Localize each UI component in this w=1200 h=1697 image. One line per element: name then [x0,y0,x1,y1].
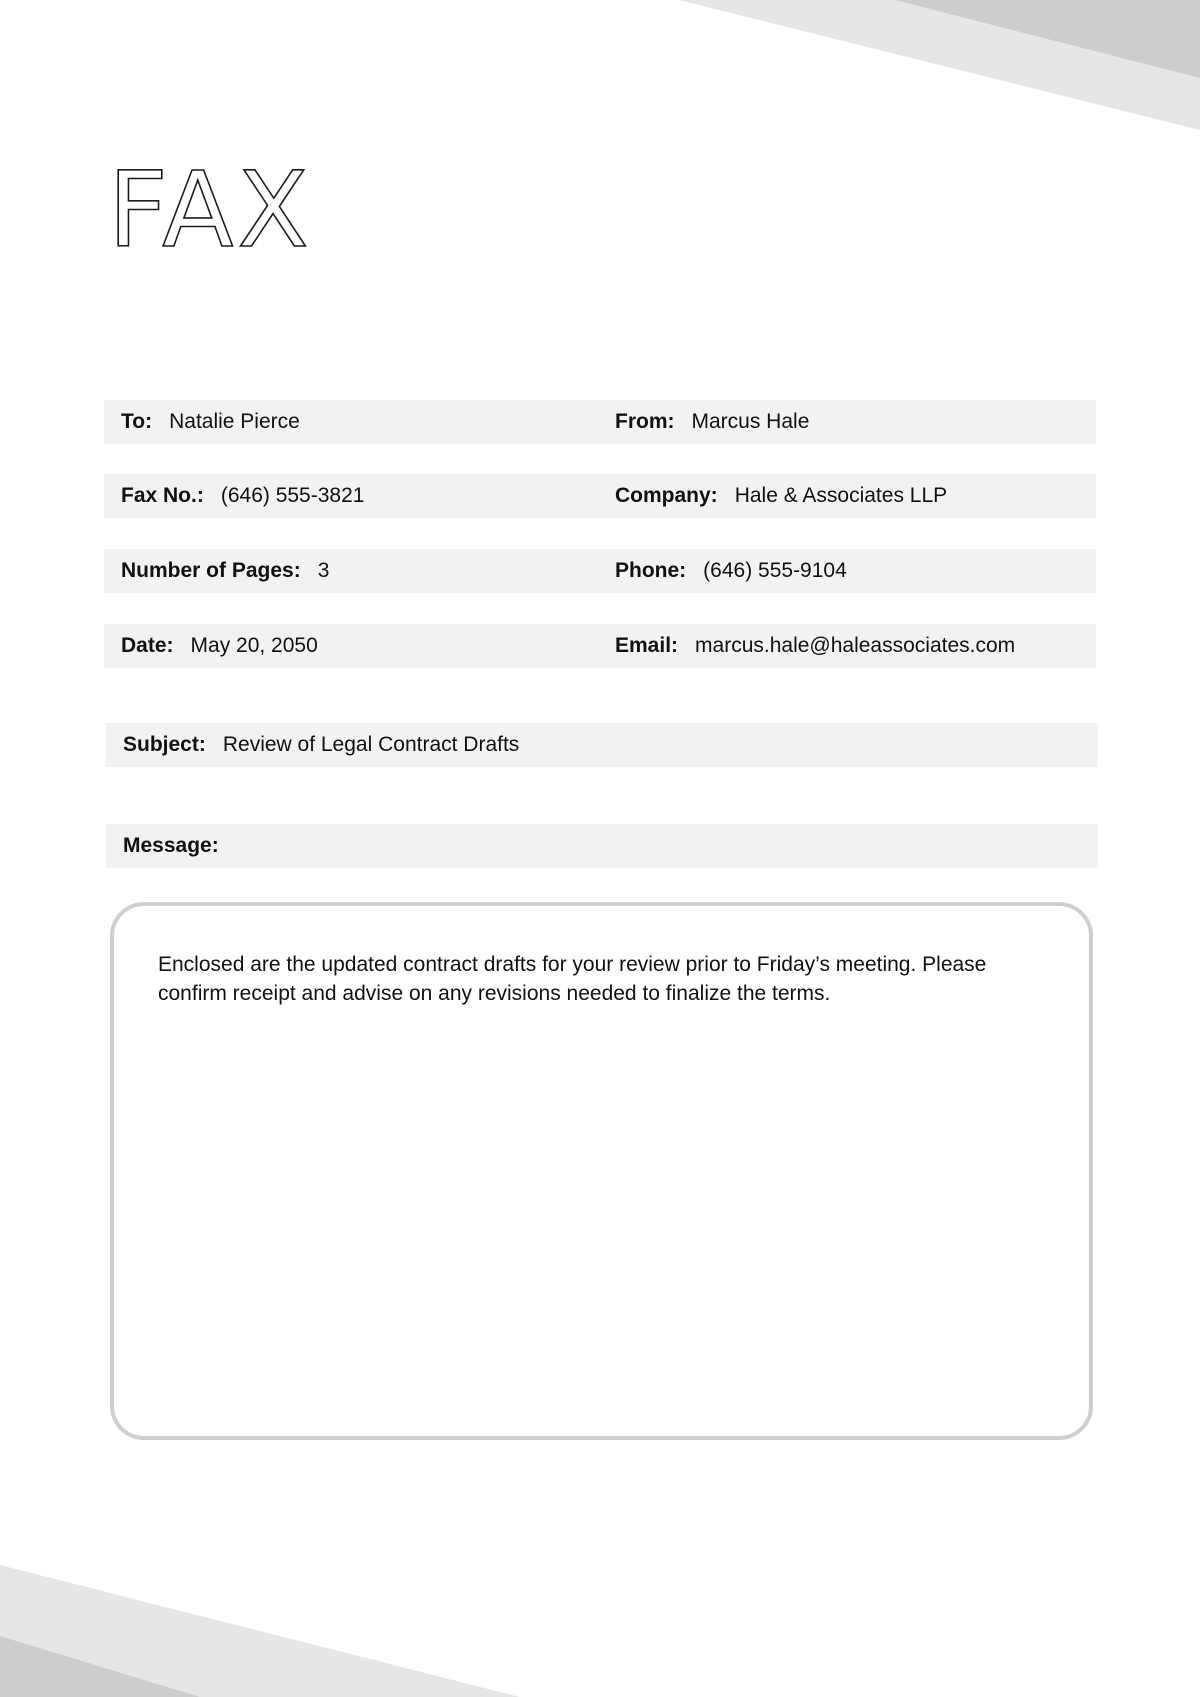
number-of-pages-label: Number of Pages: [121,559,301,582]
date-value: May 20, 2050 [190,634,318,657]
company-field [598,474,1096,518]
subject-field [106,723,1098,767]
message-box [110,902,1093,1440]
phone-label: Phone: [615,559,687,582]
number-of-pages-field [104,549,598,593]
to-value: Natalie Pierce [169,410,300,433]
top-right-dark-band [895,0,1200,78]
phone-field [598,549,1096,593]
message-header [106,824,1098,868]
phone-value: (646) 555-9104 [703,559,847,582]
subject-label: Subject: [123,733,206,756]
email-value: marcus.hale@haleassociates.com [695,634,1016,657]
fax-title: FAX [108,149,313,271]
to-label: To: [121,410,153,433]
date-field [104,624,598,668]
fax-number-field [104,474,598,518]
bottom-left-light-band [0,1565,520,1697]
message-label: Message: [123,834,219,857]
from-value: Marcus Hale [691,410,810,433]
company-label: Company: [615,484,718,507]
from-label: From: [615,410,675,433]
date-label: Date: [121,634,174,657]
message-body: Enclosed are the updated contract drafts for your review prior to Friday’s meeting. Please confirm receipt and advise on any revisions needed to finalize the terms. [158,953,987,1005]
bottom-left-dark-band [0,1636,200,1697]
fax-number-value: (646) 555-3821 [220,484,365,507]
company-value: Hale & Associates LLP [734,484,948,507]
email-field [598,624,1096,668]
top-right-light-band [678,0,1200,130]
fax-number-label: Fax No.: [121,484,204,507]
from-field [598,400,1096,444]
email-label: Email: [615,634,679,657]
to-field [104,400,598,444]
subject-value: Review of Legal Contract Drafts [222,733,520,756]
number-of-pages-value: 3 [317,559,330,582]
